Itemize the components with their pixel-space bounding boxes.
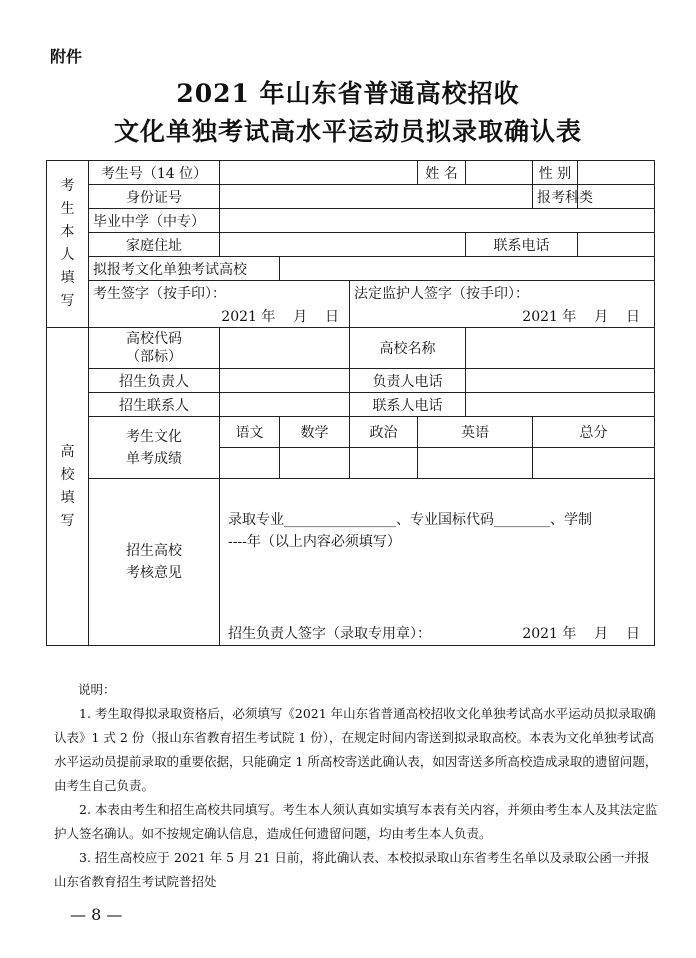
score-chinese-field[interactable] <box>220 448 280 479</box>
contact-phone-label: 联系人电话 <box>350 393 466 417</box>
school-section-char: 填 <box>60 489 75 506</box>
admission-contact-field[interactable] <box>220 393 350 417</box>
score-header-english: 英语 <box>418 417 533 448</box>
student-section-char: 填 <box>60 270 75 286</box>
id-no-field[interactable] <box>220 185 533 209</box>
id-no-label: 身份证号 <box>89 185 220 209</box>
admission-head-field[interactable] <box>220 369 350 393</box>
page-number: — 8 — <box>70 905 123 924</box>
gender-label: 性 别 <box>533 161 578 185</box>
school-name-label: 高校名称 <box>350 328 466 369</box>
score-header-math: 数学 <box>280 417 350 448</box>
score-english-field[interactable] <box>418 448 533 479</box>
contact-phone-field[interactable] <box>466 393 655 417</box>
head-phone-field[interactable] <box>466 369 655 393</box>
admission-head-label: 招生负责人 <box>89 369 220 393</box>
school-section-label <box>47 328 89 646</box>
note-item-2: 2. 本表由考生和招生高校共同填写。考生本人须认真如实填写本表有关内容，并须由考生本人及其法定监护人签名确认。如不按规定确认信息，造成任何遗留问题，均由考生本人负责。 <box>54 802 658 841</box>
student-signature-label: 考生签字（按手印）： <box>89 281 350 305</box>
score-header-total: 总分 <box>533 417 655 448</box>
guardian-date-year: 2021 年 <box>522 308 577 325</box>
graduate-school-field[interactable] <box>220 209 655 233</box>
review-text-line2: ----年（以上内容必须填写） <box>228 534 401 550</box>
school-code-label-line1: 高校代码 <box>126 331 182 347</box>
graduate-school-label: 毕业中学（中专） <box>89 209 220 233</box>
notes-section <box>54 678 658 894</box>
score-header-chinese: 语文 <box>220 417 280 448</box>
name-label: 姓 名 <box>418 161 466 185</box>
student-section-char: 本 <box>60 224 75 240</box>
school-code-label <box>89 328 220 369</box>
school-code-field[interactable] <box>220 328 350 369</box>
review-label-line1: 招生高校 <box>126 543 182 559</box>
home-address-label: 家庭住址 <box>89 233 220 257</box>
review-label-line2: 考核意见 <box>126 565 182 581</box>
score-header-politics: 政治 <box>350 417 418 448</box>
scores-label <box>89 417 220 479</box>
guardian-signature-date[interactable] <box>350 304 655 328</box>
admission-contact-label: 招生联系人 <box>89 393 220 417</box>
student-date-day: 日 <box>325 308 339 325</box>
exam-no-field[interactable] <box>220 161 418 185</box>
scores-label-line2: 单考成绩 <box>126 450 182 467</box>
scores-label-line1: 考生文化 <box>126 428 182 445</box>
student-date-month: 月 <box>293 308 308 325</box>
review-text-line1: 录取专业________________、专业国标代码________、学制 <box>228 512 592 528</box>
target-school-field[interactable] <box>280 257 655 281</box>
review-label <box>89 479 220 646</box>
school-section-char: 写 <box>60 512 75 529</box>
target-school-label: 拟报考文化单独考试高校 <box>89 257 280 281</box>
exam-no-label: 考生号（14 位） <box>89 161 220 185</box>
phone-field[interactable] <box>578 233 655 257</box>
attachment-label: 附件 <box>50 47 83 66</box>
school-section-char: 校 <box>60 466 75 483</box>
review-field[interactable] <box>220 479 655 646</box>
student-section-char: 考 <box>60 178 75 194</box>
student-section-char: 写 <box>60 293 75 309</box>
phone-label: 联系电话 <box>466 233 578 257</box>
guardian-date-day: 日 <box>626 308 640 325</box>
head-phone-label: 负责人电话 <box>350 369 466 393</box>
school-name-field[interactable] <box>466 328 655 369</box>
name-field[interactable] <box>466 161 533 185</box>
review-date: 2021 年 月 日 <box>522 626 640 642</box>
title-line-1: 2021 年山东省普通高校招收 <box>176 79 520 108</box>
student-date-year: 2021 年 <box>221 308 276 325</box>
note-item-3: 3. 招生高校应于 2021 年 5 月 21 日前，将此确认表、本校拟录取山东省考生名单以及录取公函一并报山东省教育招生考试院普招处 <box>54 850 650 889</box>
guardian-date-month: 月 <box>594 308 609 325</box>
score-politics-field[interactable] <box>350 448 418 479</box>
title-line-2: 文化单独考试高水平运动员拟录取确认表 <box>113 117 582 146</box>
student-section-char: 生 <box>60 201 75 217</box>
student-section-char: 人 <box>60 247 75 263</box>
subject-type-label: 报考科类 <box>533 185 578 209</box>
note-item-1: 1. 考生取得拟录取资格后，必须填写《2021 年山东省普通高校招收文化单独考试高水平运动员拟录取确认表》1 式 2 份（报山东省教育招生考试院 1 份），在规定时间内寄送到拟录取高校。本表为文化单独考试高水平运动员提前录取的重要依据，只能确定 1 所高校寄送此确认表，如因寄送多所高校造成录取的遗留问题，由考生自己负责。 <box>54 706 658 793</box>
school-code-label-line2: （部标） <box>126 349 182 365</box>
confirmation-form-table <box>46 160 655 646</box>
guardian-signature-label: 法定监护人签字（按手印）： <box>350 281 655 305</box>
student-signature-date[interactable] <box>89 304 350 328</box>
score-total-field[interactable] <box>533 448 655 479</box>
gender-field[interactable] <box>578 161 655 185</box>
school-section-char: 高 <box>60 443 75 460</box>
home-address-field[interactable] <box>220 233 466 257</box>
notes-heading: 说明： <box>78 682 116 697</box>
student-section-label <box>47 161 89 328</box>
review-signature-label: 招生负责人签字（录取专用章）： <box>228 626 431 642</box>
score-math-field[interactable] <box>280 448 350 479</box>
